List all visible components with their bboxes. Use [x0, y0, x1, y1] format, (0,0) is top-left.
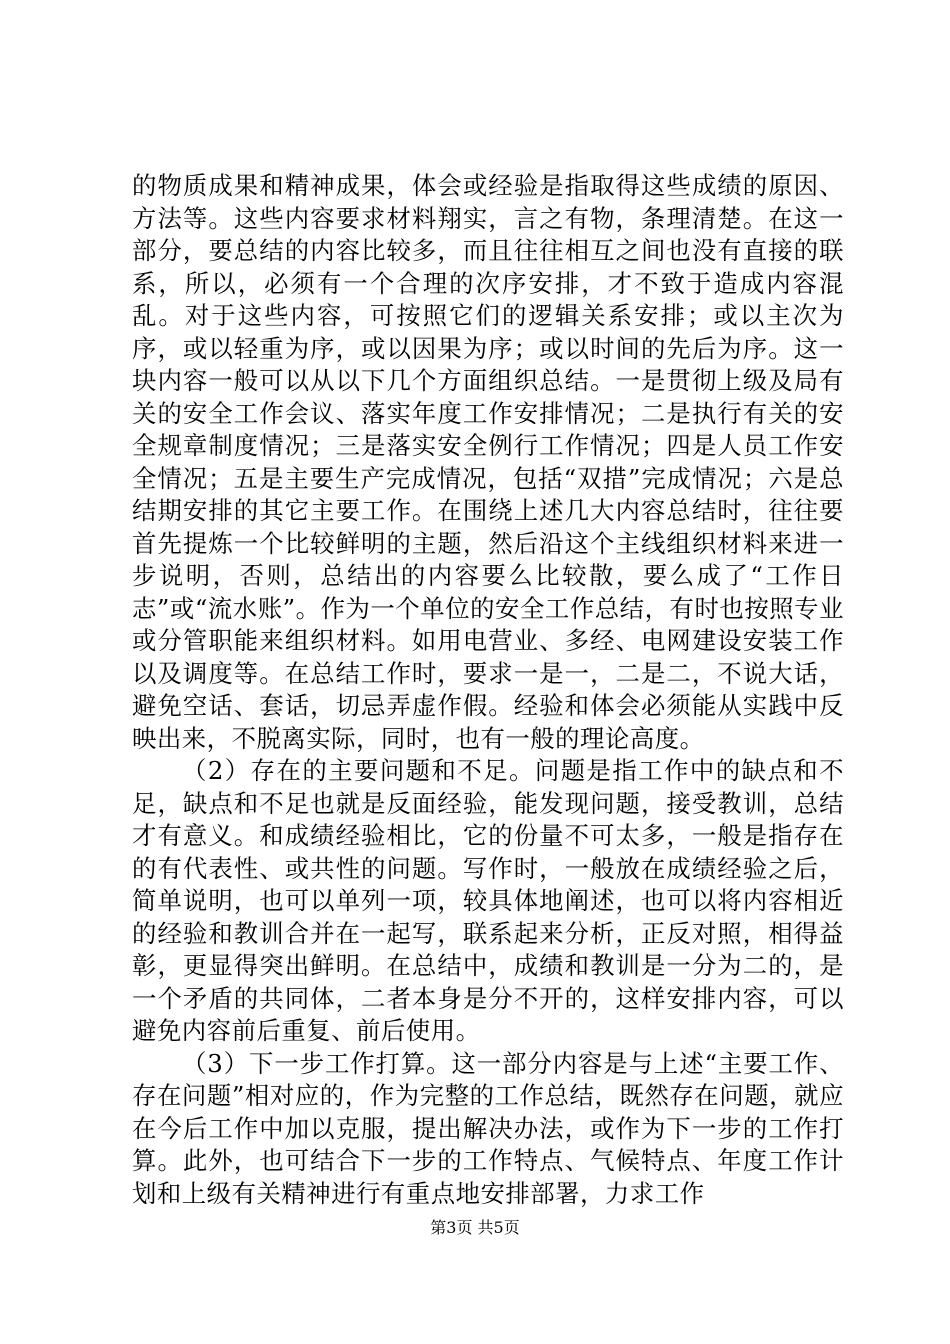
document-body [132, 170, 844, 1210]
paragraph-continuation: 的物质成果和精神成果，体会或经验是指取得这些成绩的原因、方法等。这些内容要求材料翔实，言之有物，条理清楚。在这一部分，要总结的内容比较多，而且往往相互之间也没有直接的联系，所以，必须有一个合理的次序安排，才不致于造成内容混乱。对于这些内容，可按照它们的逻辑关系安排；或以主次为序，或以轻重为序，或以因果为序；或以时间的先后为序。这一块内容一般可以从以下几个方面组织总结。一是贯彻上级及局有关的安全工作会议、落实年度工作安排情况；二是执行有关的安全规章制度情况；三是落实安全例行工作情况；四是人员工作安全情况；五是主要生产完成情况，包括“双措”完成情况；六是总结期安排的其它主要工作。在围绕上述几大内容总结时，往往要首先提炼一个比较鲜明的主题，然后沿这个主线组织材料来进一步说明，否则，总结出的内容要么比较散，要么成了“工作日志”或“流水账”。作为一个单位的安全工作总结，有时也按照专业或分管职能来组织材料。如用电营业、多经、电网建设安装工作以及调度等。在总结工作时，要求一是一，二是二，不说大话，避免空话、套话，切忌弄虚作假。经验和体会必须能从实践中反映出来，不脱离实际，同时，也有一般的理论高度。 [132, 171, 844, 753]
paragraph-next-steps: （3）下一步工作打算。这一部分内容是与上述“主要工作、存在问题”相对应的，作为完整的工作总结，既然存在问题，就应在今后工作中加以克服，提出解决办法，或作为下一步的工作打算。此外，也可结合下一步的工作特点、气候特点、年度工作计划和上级有关精神进行有重点地安排部署，力求工作 [132, 1048, 844, 1208]
page-footer: 第3页 共5页 [430, 1218, 520, 1237]
paragraph-problems: （2）存在的主要问题和不足。问题是指工作中的缺点和不足，缺点和不足也就是反面经验，能发现问题，接受教训，总结才有意义。和成绩经验相比，它的份量不可太多，一般是指存在的有代表性、或共性的问题。写作时，一般放在成绩经验之后，简单说明，也可以单列一项，较具体地阐述，也可以将内容相近的经验和教训合并在一起写，联系起来分析，正反对照，相得益彰，更显得突出鲜明。在总结中，成绩和教训是一分为二的，是一个矛盾的共同体，二者本身是分不开的，这样安排内容，可以避免内容前后重复、前后使用。 [132, 756, 844, 1045]
